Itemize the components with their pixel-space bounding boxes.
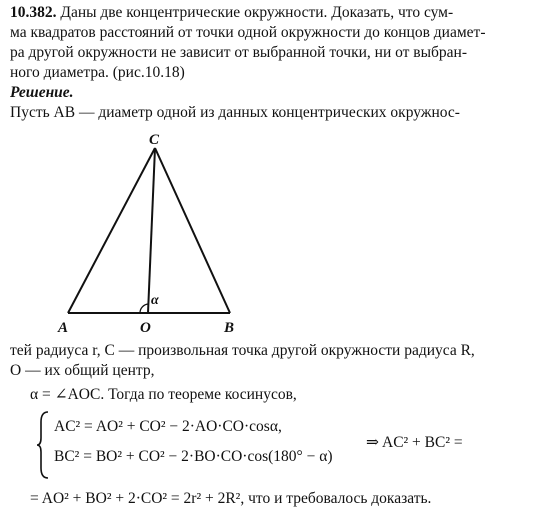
label-alpha: α	[151, 293, 159, 308]
problem-number: 10.382.	[10, 4, 57, 21]
label-o: O	[140, 320, 151, 336]
triangle-diagram	[50, 128, 250, 338]
after-figure-line-2: O — их общий центр,	[10, 362, 155, 379]
solution-intro: Пусть AB — диаметр одной из данных концентрических окружнос-	[10, 104, 460, 121]
system-brace	[36, 410, 50, 480]
conclusion: = AO² + BO² + 2·CO² = 2r² + 2R², что и требовалось доказать.	[30, 490, 432, 507]
problem-line-2: ма квадратов расстояний от точки одной окружности до концов диамет-	[10, 24, 486, 41]
figure-triangle	[50, 128, 250, 338]
segment-ac	[68, 148, 155, 313]
alpha-definition: α = ∠AOC. Тогда по теореме косинусов,	[30, 386, 297, 403]
problem-line-4: ного диаметра. (рис.10.18)	[10, 64, 185, 81]
label-a: A	[58, 320, 69, 336]
problem-line-3: ра другой окружности не зависит от выбранной точки, ни от выбран-	[10, 44, 468, 61]
label-c: C	[149, 132, 160, 148]
equation-2: BC² = BO² + CO² − 2·BO·CO·cos(180° − α)	[54, 448, 333, 465]
solution-heading: Решение.	[10, 84, 74, 101]
implies-sum: ⇒ AC² + BC² =	[366, 434, 463, 451]
problem-text-1: Даны две концентрические окружности. Доказать, что сум-	[60, 4, 454, 21]
segment-bc	[155, 148, 230, 313]
segment-oc	[148, 148, 155, 313]
equation-1: AC² = AO² + CO² − 2·AO·CO·cosα,	[54, 418, 282, 435]
after-figure-line-1: тей радиуса r, C — произвольная точка другой окружности радиуса R,	[10, 342, 475, 359]
problem-line-1	[10, 4, 530, 22]
label-b: B	[224, 320, 235, 336]
